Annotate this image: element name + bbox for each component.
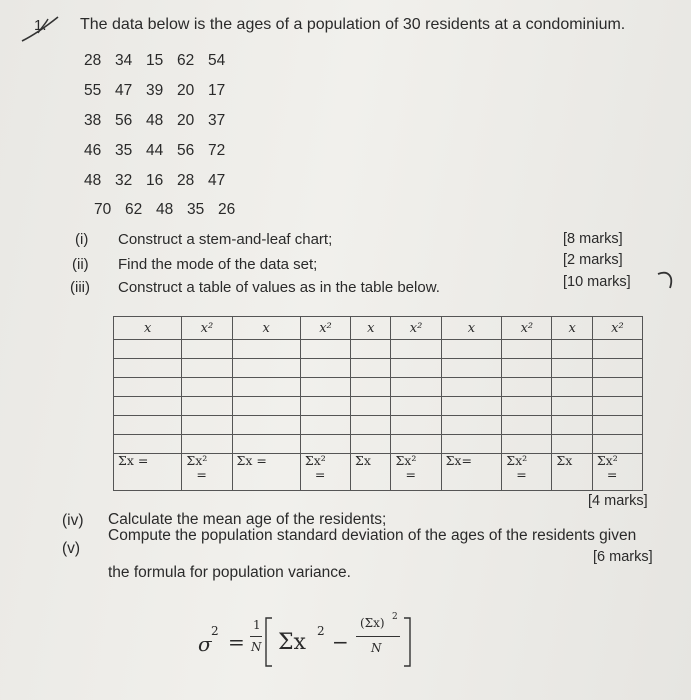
data-value: 35 — [115, 142, 133, 159]
table-row — [114, 435, 643, 454]
data-value: 62 — [177, 52, 195, 69]
right-bracket-icon — [402, 616, 416, 668]
left-bracket-icon — [262, 616, 276, 668]
formula-fraction-denominator: N — [251, 640, 262, 654]
data-row — [84, 82, 239, 100]
formula-exponent: 2 — [392, 612, 398, 622]
curly-mark-icon — [652, 268, 682, 292]
data-row — [84, 172, 239, 190]
part-text: Construct a table of values as in the table below. — [118, 279, 440, 296]
formula-sum-term: Σx — [278, 630, 306, 655]
formula-inner-numerator: (Σx) — [360, 616, 385, 630]
table-header-cell: x — [232, 317, 300, 340]
data-row — [94, 201, 249, 219]
formula-inner-denominator: N — [371, 641, 382, 655]
formula-equals: = — [228, 630, 245, 654]
table-header-cell: x² — [182, 317, 232, 340]
table-header-cell: x² — [391, 317, 441, 340]
data-value: 70 — [94, 201, 112, 218]
part-label: (ii) — [72, 256, 89, 273]
part-label: (i) — [75, 231, 89, 248]
data-value: 54 — [208, 52, 226, 69]
sum-cell: Σx = — [232, 454, 300, 491]
data-row — [84, 52, 239, 70]
data-value: 39 — [146, 82, 164, 99]
data-value: 56 — [115, 112, 133, 129]
table-row — [114, 416, 643, 435]
part-marks: [4 marks] — [588, 493, 648, 509]
table-header-cell: x — [441, 317, 502, 340]
sum-cell: Σx² = — [502, 454, 552, 491]
part-text: Find the mode of the data set; — [118, 256, 318, 273]
variance-formula — [198, 612, 438, 672]
data-value: 20 — [177, 82, 195, 99]
data-value: 38 — [84, 112, 102, 129]
part-marks: [2 marks] — [563, 252, 623, 268]
table-header-cell: x — [114, 317, 182, 340]
table-header-cell: x — [552, 317, 592, 340]
data-value: 37 — [208, 112, 226, 129]
table-header-cell: x² — [592, 317, 642, 340]
data-value: 48 — [146, 112, 164, 129]
data-value: 47 — [208, 172, 226, 189]
part-marks: [10 marks] — [563, 274, 631, 290]
formula-exponent: 2 — [211, 624, 219, 638]
table-header-cell: x² — [502, 317, 552, 340]
data-value: 47 — [115, 82, 133, 99]
table-row — [114, 340, 643, 359]
data-value: 48 — [156, 201, 174, 218]
data-value: 46 — [84, 142, 102, 159]
data-value: 56 — [177, 142, 195, 159]
data-value: 72 — [208, 142, 226, 159]
data-row — [84, 112, 239, 130]
part-marks: [8 marks] — [563, 231, 623, 247]
data-value: 17 — [208, 82, 226, 99]
table-header-cell: x — [351, 317, 391, 340]
question-number — [20, 15, 60, 45]
table-row — [114, 397, 643, 416]
question-number-label: 1. — [34, 17, 47, 34]
part-label: (v) — [62, 540, 81, 557]
data-value: 15 — [146, 52, 164, 69]
data-value: 62 — [125, 201, 143, 218]
fraction-bar — [356, 636, 400, 637]
data-value: 20 — [177, 112, 195, 129]
formula-fraction-numerator: 1 — [253, 618, 261, 632]
data-value: 28 — [84, 52, 102, 69]
sum-cell: Σx = — [114, 454, 182, 491]
sum-cell: Σx² = — [391, 454, 441, 491]
data-value: 48 — [84, 172, 102, 189]
sum-cell: Σx² = — [182, 454, 232, 491]
formula-exponent: 2 — [317, 624, 325, 638]
sum-cell: Σx² = — [592, 454, 642, 491]
part-marks: [6 marks] — [593, 549, 653, 565]
sum-cell: Σx= — [441, 454, 502, 491]
part-text-continued: the formula for population variance. — [108, 564, 351, 581]
table-sum-row — [114, 454, 643, 491]
fraction-bar — [250, 636, 262, 637]
data-value: 55 — [84, 82, 102, 99]
part-label: (iv) — [62, 512, 84, 529]
part-text: Construct a stem-and-leaf chart; — [118, 231, 333, 248]
data-value: 35 — [187, 201, 205, 218]
part-text: Calculate the mean age of the residents; — [108, 511, 387, 528]
sum-cell: Σx — [552, 454, 592, 491]
table-header-cell: x² — [300, 317, 350, 340]
formula-sigma: σ — [198, 632, 212, 656]
table-header-row — [114, 317, 643, 340]
data-row — [84, 142, 239, 160]
table-row — [114, 359, 643, 378]
part-label: (iii) — [70, 279, 90, 296]
data-value: 44 — [146, 142, 164, 159]
data-value: 32 — [115, 172, 133, 189]
question-intro: The data below is the ages of a population of 30 residents at a condominium. — [80, 16, 626, 33]
part-text: Compute the population standard deviation of the ages of the residents given — [108, 527, 637, 544]
sum-cell: Σx — [351, 454, 391, 491]
data-value: 34 — [115, 52, 133, 69]
sum-cell: Σx² = — [300, 454, 350, 491]
data-value: 28 — [177, 172, 195, 189]
data-value: 16 — [146, 172, 164, 189]
formula-minus: − — [332, 630, 349, 654]
table-row — [114, 378, 643, 397]
data-value: 26 — [218, 201, 236, 218]
values-table — [113, 316, 643, 491]
